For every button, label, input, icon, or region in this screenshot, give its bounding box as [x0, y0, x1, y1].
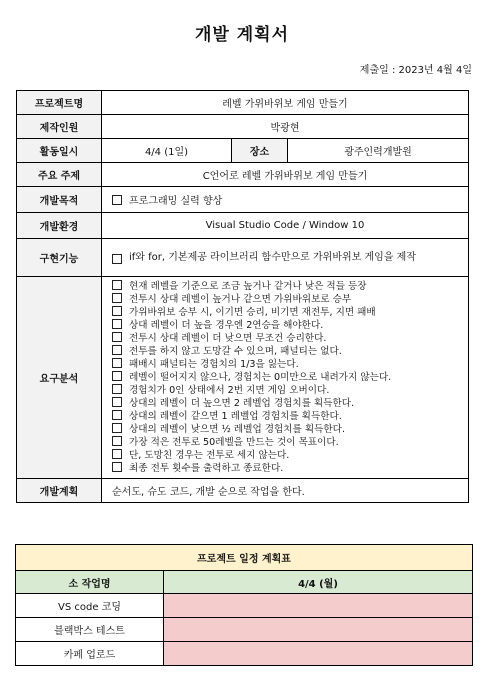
requirement-text: 가장 적은 전투로 50레벨을 만드는 것이 목표이다. [129, 437, 339, 448]
checkbox-icon [112, 423, 122, 433]
requirement-item [112, 293, 462, 306]
requirements-list [102, 277, 468, 478]
checkbox-icon [112, 462, 122, 472]
feature-label: 구현기능 [17, 239, 102, 277]
project-value: 레벨 가위바위보 게임 만들기 [102, 91, 469, 115]
requirement-item [112, 449, 462, 462]
schedule-cell [164, 618, 473, 642]
requirement-item [112, 371, 462, 384]
requirement-text: 상대의 레벨이 같으면 1 레벨업 경험치를 획득한다. [129, 411, 342, 422]
requirement-text: 레벨이 떨어지지 않으나, 경험치는 0미만으로 내려가지 않는다. [129, 372, 392, 383]
checkbox-icon [112, 306, 122, 316]
checkbox-icon [112, 332, 122, 342]
requirement-text: 현재 레벨을 기준으로 조금 높거나 같거나 낮은 적들 등장 [129, 281, 367, 292]
purpose-cell [102, 187, 469, 213]
document-title: 개발 계획서 [194, 25, 290, 45]
checkbox-icon [112, 449, 122, 459]
purpose-label: 개발목적 [17, 187, 102, 213]
requirement-text: 전투시 상대 레벨이 더 낮으면 무조건 승리한다. [129, 333, 327, 344]
task-column-header: 소 작업명 [16, 571, 164, 594]
purpose-value: 프로그래밍 실력 향상 [129, 196, 223, 207]
requirement-text: 패배시 패널티는 경험치의 1/3을 잃는다. [129, 359, 299, 370]
requirement-item [112, 462, 462, 475]
maker-value: 박광현 [102, 115, 469, 139]
requirement-text: 상대의 레벨이 더 높으면 2 레벨업 경험치를 획득한다. [129, 398, 355, 409]
checkbox-icon [112, 254, 122, 264]
checkbox-icon [112, 195, 122, 205]
plan-label: 개발계획 [17, 479, 102, 503]
requirement-item [112, 319, 462, 332]
place-label: 장소 [232, 139, 288, 163]
period-value: 4/4 (1일) [102, 139, 232, 163]
env-value: Visual Studio Code / Window 10 [102, 213, 469, 239]
checkbox-icon [112, 371, 122, 381]
feature-cell [102, 239, 469, 277]
requirement-item [112, 423, 462, 436]
checkbox-icon [112, 358, 122, 368]
schedule-cell [164, 594, 473, 618]
project-label: 프로젝트명 [17, 91, 102, 115]
schedule-task: 블랙박스 테스트 [16, 618, 164, 642]
period-label: 활동일시 [17, 139, 102, 163]
requirements-cell [102, 277, 469, 479]
requirement-item [112, 306, 462, 319]
requirement-text: 가위바위보 승부 시, 이기면 승리, 비기면 재전투, 지면 패배 [129, 307, 376, 318]
checkbox-icon [112, 384, 122, 394]
plan-value: 순서도, 슈도 코드, 개발 순으로 작업을 한다. [102, 479, 469, 503]
requirement-item [112, 332, 462, 345]
schedule-task: 카페 업로드 [16, 642, 164, 666]
requirement-item [112, 384, 462, 397]
plan-info-table [16, 90, 469, 503]
requirement-text: 상대 레벨이 더 높을 경우엔 2연승을 해야한다. [129, 320, 324, 331]
schedule-title: 프로젝트 일정 계획표 [16, 545, 473, 571]
checkbox-icon [112, 280, 122, 290]
requirement-text: 최종 전투 횟수를 출력하고 종료한다. [129, 463, 284, 474]
checkbox-icon [112, 397, 122, 407]
requirement-text: 전투시 상대 레벨이 높거나 같으면 가위바위보로 승부 [129, 294, 352, 305]
requirement-item [112, 345, 462, 358]
requirement-text: 전투를 하지 않고 도망갈 수 있으며, 패널티는 없다. [129, 346, 342, 357]
requirement-text: 경험치가 0인 상태에서 2번 지면 게임 오버이다. [129, 385, 330, 396]
requirement-text: 단, 도망친 경우는 전투로 세지 않는다. [129, 450, 290, 461]
checkbox-icon [112, 410, 122, 420]
submission-date: 제출일 : 2023년 4월 4일 [359, 65, 472, 76]
checkbox-icon [112, 345, 122, 355]
checkbox-icon [112, 319, 122, 329]
schedule-task: VS code 코딩 [16, 594, 164, 618]
checkbox-icon [112, 293, 122, 303]
env-label: 개발환경 [17, 213, 102, 239]
requirement-text: 상대의 레벨이 낮으면 ½ 레벨업 경험치를 획득한다. [129, 424, 345, 435]
topic-label: 주요 주제 [17, 163, 102, 187]
requirement-item [112, 358, 462, 371]
requirement-item [112, 410, 462, 423]
checkbox-icon [112, 436, 122, 446]
maker-label: 제작인원 [17, 115, 102, 139]
topic-value: C언어로 레벨 가위바위보 게임 만들기 [102, 163, 469, 187]
date-column-header: 4/4 (월) [164, 571, 473, 594]
feature-value: if와 for, 기본제공 라이브러리 함수만으로 가위바위보 게임을 제작 [129, 251, 416, 263]
requirement-item [112, 436, 462, 449]
place-value: 광주인력개발원 [288, 139, 469, 163]
requirement-item [112, 397, 462, 410]
schedule-cell [164, 642, 473, 666]
req-label: 요구분석 [17, 277, 102, 479]
schedule-table [15, 544, 473, 666]
requirement-item [112, 280, 462, 293]
